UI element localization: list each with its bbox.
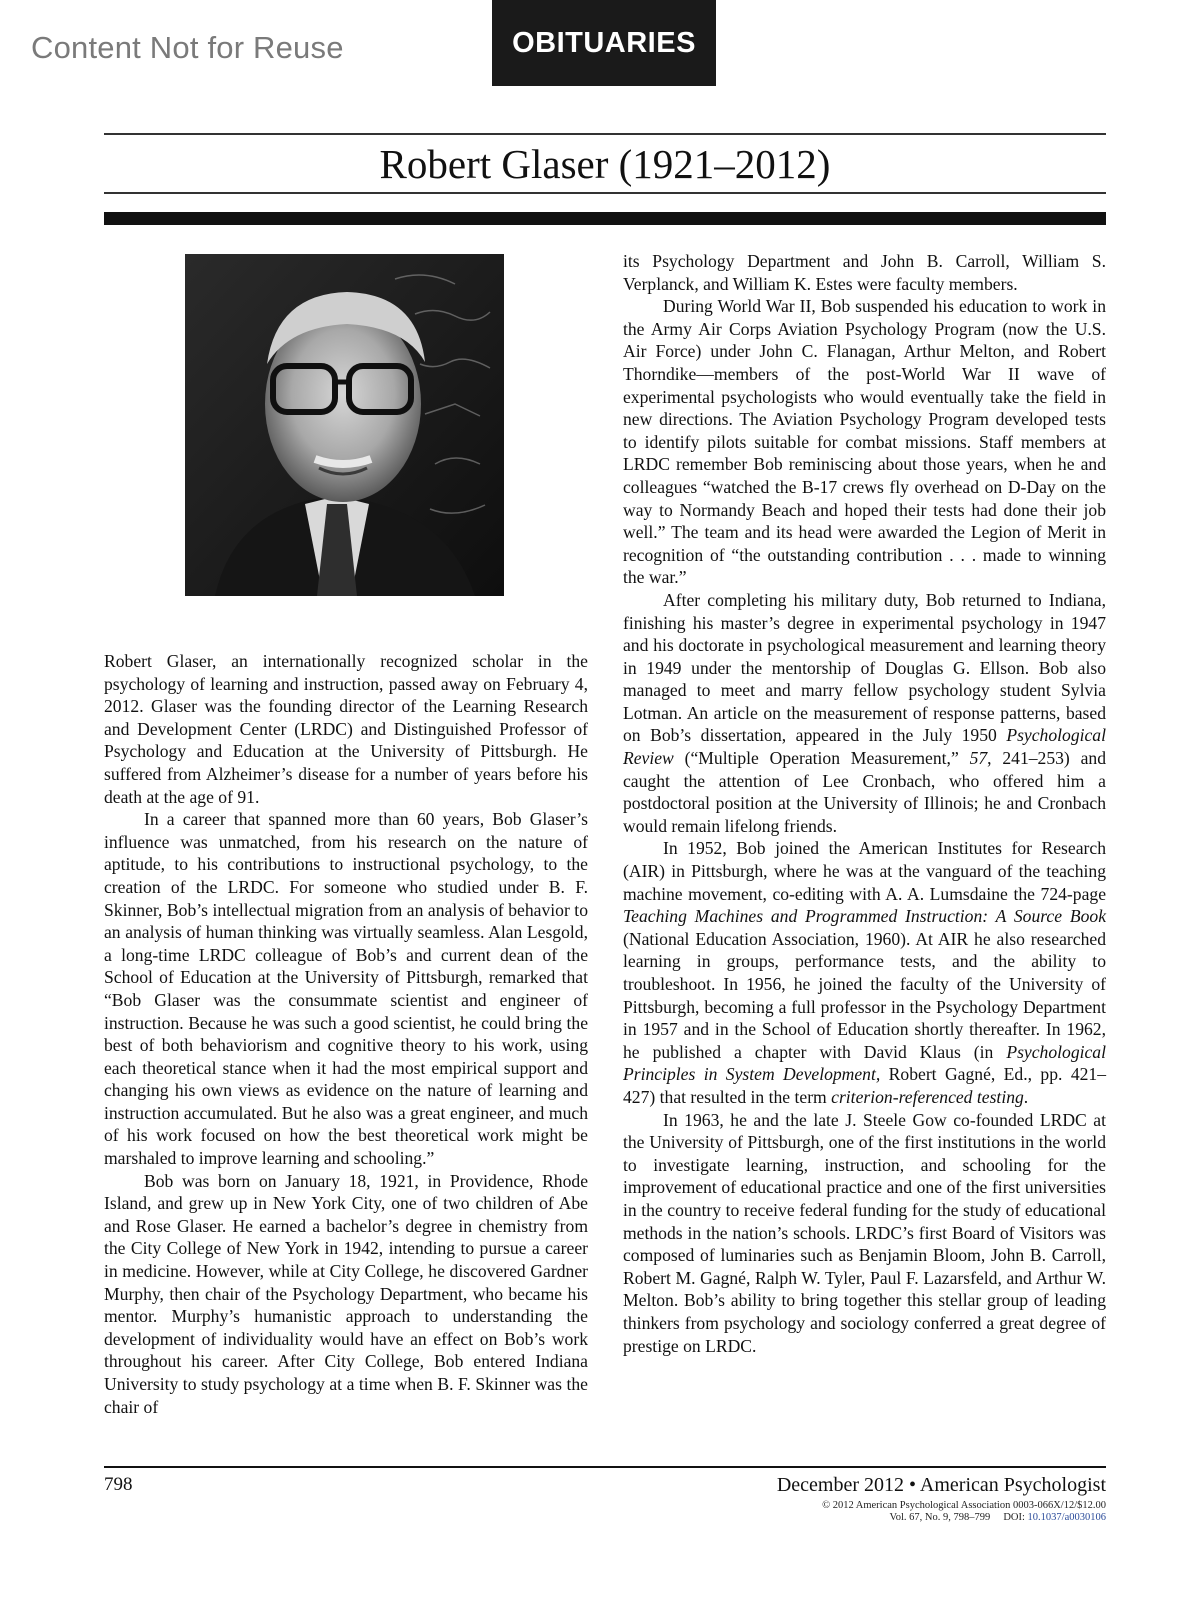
text-run: . bbox=[1023, 1086, 1029, 1107]
paragraph bbox=[623, 837, 1106, 1108]
text-run: (“Multiple Operation Measurement,” bbox=[673, 748, 970, 769]
title-rule bbox=[104, 192, 1106, 194]
term: criterion-referenced testing bbox=[831, 1086, 1024, 1107]
text-run: In 1952, Bob joined the American Institutes for Research (AIR) in Pittsburgh, where he was at the vanguard of the teaching machine movement, co-editing with A. A. Lumsdaine the 724-page bbox=[623, 838, 1106, 904]
page-number: 798 bbox=[104, 1474, 133, 1495]
citation-line bbox=[822, 1512, 1106, 1524]
article-title: Robert Glaser (1921–2012) bbox=[379, 141, 831, 187]
doi-link[interactable]: 10.1037/a0030106 bbox=[1027, 1512, 1106, 1523]
journal-line: December 2012 • American Psychologist bbox=[776, 1474, 1106, 1496]
section-label: OBITUARIES bbox=[492, 0, 716, 86]
book-title: Psychological Principles in System Development, bbox=[623, 1041, 1106, 1085]
paragraph bbox=[623, 589, 1106, 838]
text-run: After completing his military duty, Bob returned to Indiana, finishing his master’s degree in experimental psychology in 1947 and his doctorate in psychological measurement and learning theory in 1949 under the mentorship of Douglas G. Ellson. Bob also managed to meet and marry fellow psychology student Sylvia Lotman. An article on the measurement of response patterns, based on Bob’s dissertation, appeared in the July 1950 bbox=[623, 589, 1106, 746]
paragraph: Robert Glaser, an internationally recognized scholar in the psychology of learning and instruction, passed away on February 4, 2012. Glaser was the founding director of the Learning Research and Development Center (LRDC) and Distinguished Professor of Psychology and Education at the University of Pittsburgh. He suffered from Alzheimer’s disease for a number of years before his death at the age of 91. bbox=[104, 651, 588, 807]
text-run: (National Education Association, 1960). At AIR he also researched learning in groups, performance tests, and the ability to troubleshoot. In 1956, he joined the faculty of the University of Pittsburgh, becoming a full professor in the Psychology Department in 1957 and in the School of Education shortly thereafter. In 1962, he published a chapter with David Klaus (in bbox=[623, 928, 1106, 1062]
paragraph: In 1963, he and the late J. Steele Gow co-founded LRDC at the University of Pittsburgh, one of the first institutions in the world to investigate learning, instruction, and schooling for the improvement of educational practice and one of the first universities in the country to receive federal funding for the study of educational methods in the nation’s schools. LRDC’s first Board of Visitors was composed of luminaries such as Benjamin Bloom, John B. Carroll, Robert M. Gagné, Ralph W. Tyler, Paul F. Lazarsfeld, and Arthur W. Melton. Bob’s ability to bring together this stellar group of leading thinkers from psychology and sociology conferred a great degree of prestige on LRDC. bbox=[623, 1109, 1106, 1356]
paragraph: Bob was born on January 18, 1921, in Providence, Rhode Island, and grew up in New York City, one of two children of Abe and Rose Glaser. He earned a bachelor’s degree in chemistry from the City College of New York in 1942, intending to pursue a career in medicine. However, while at City College, he discovered Gardner Murphy, then chair of the Psychology Department, who became his mentor. Murphy’s humanistic approach to understanding the development of individuality would have an effect on Bob’s work throughout his career. After City College, Bob entered Indiana University to study psychology at a time when B. F. Skinner was the chair of bbox=[104, 1170, 588, 1417]
footer-rule bbox=[104, 1466, 1106, 1468]
paragraph: In a career that spanned more than 60 years, Bob Glaser’s influence was unmatched, from his research on the nature of aptitude, to his contributions to instructional psychology, to the creation of the LRDC. For someone who studied under B. F. Skinner, Bob’s intellectual migration from an analysis of behavior to an analysis of human thinking was virtually seamless. Alan Lesgold, a long-time LRDC colleague of Bob’s and current dean of the School of Education at the University of Pittsburgh, remarked that “Bob Glaser was the consummate scientist and engineer of instruction. Because he was such a good scientist, he could bring the best of both behaviorism and cognitive theory to his work, using each theoretical stance when it had the most empirical support and changing his own views as evidence on the nature of learning and instruction accumulated. But he also was a great engineer, and much of his work focused on how the best theoretical work might be marshaled to improve learning and schooling.” bbox=[104, 809, 588, 1169]
left-column bbox=[104, 650, 588, 1418]
copyright-block bbox=[822, 1500, 1106, 1524]
watermark-text: Content Not for Reuse bbox=[31, 30, 344, 65]
heavy-rule bbox=[104, 212, 1106, 225]
portrait-photo bbox=[185, 254, 504, 596]
top-rule bbox=[104, 133, 1106, 135]
paragraph: During World War II, Bob suspended his education to work in the Army Air Corps Aviation Psychology Program (now the U.S. Air Force) under John C. Flanagan, Arthur Melton, and Robert Thorndike—members of the post-World War II wave of experimental psychologists who would eventually take the field in new directions. The Aviation Psychology Program developed tests to identify pilots suitable for combat missions. Staff members at LRDC remember Bob reminiscing about those years, when he and colleagues “watched the B-17 crews fly overhead on D-Day on the way to Normandy Beach and hoped their tests had done their job well.” The team and its head were awarded the Legion of Merit in recognition of “the outstanding contribution . . . made to winning the war.” bbox=[623, 296, 1106, 588]
paragraph: its Psychology Department and John B. Carroll, William S. Verplanck, and William K. Estes were faculty members. bbox=[623, 251, 1106, 294]
volume-number: 57 bbox=[969, 748, 988, 769]
text-run: Robert Gagné, Ed., pp. 421–427) that resulted in the term bbox=[623, 1064, 1107, 1107]
volume-info: Vol. 67, No. 9, 798–799 bbox=[889, 1512, 991, 1523]
doi-label: DOI: bbox=[1003, 1512, 1025, 1523]
journal-name: Psychological Review bbox=[623, 725, 1106, 769]
text-run: , 241–253) and caught the attention of Lee Cronbach, who offered him a postdoctoral position at the University of Illinois; he and Cronbach would remain lifelong friends. bbox=[623, 748, 1106, 836]
right-column bbox=[623, 250, 1106, 1357]
book-title: Teaching Machines and Programmed Instruction: A Source Book bbox=[623, 906, 1106, 927]
copyright-line: © 2012 American Psychological Association 0003-066X/12/$12.00 bbox=[822, 1500, 1106, 1511]
